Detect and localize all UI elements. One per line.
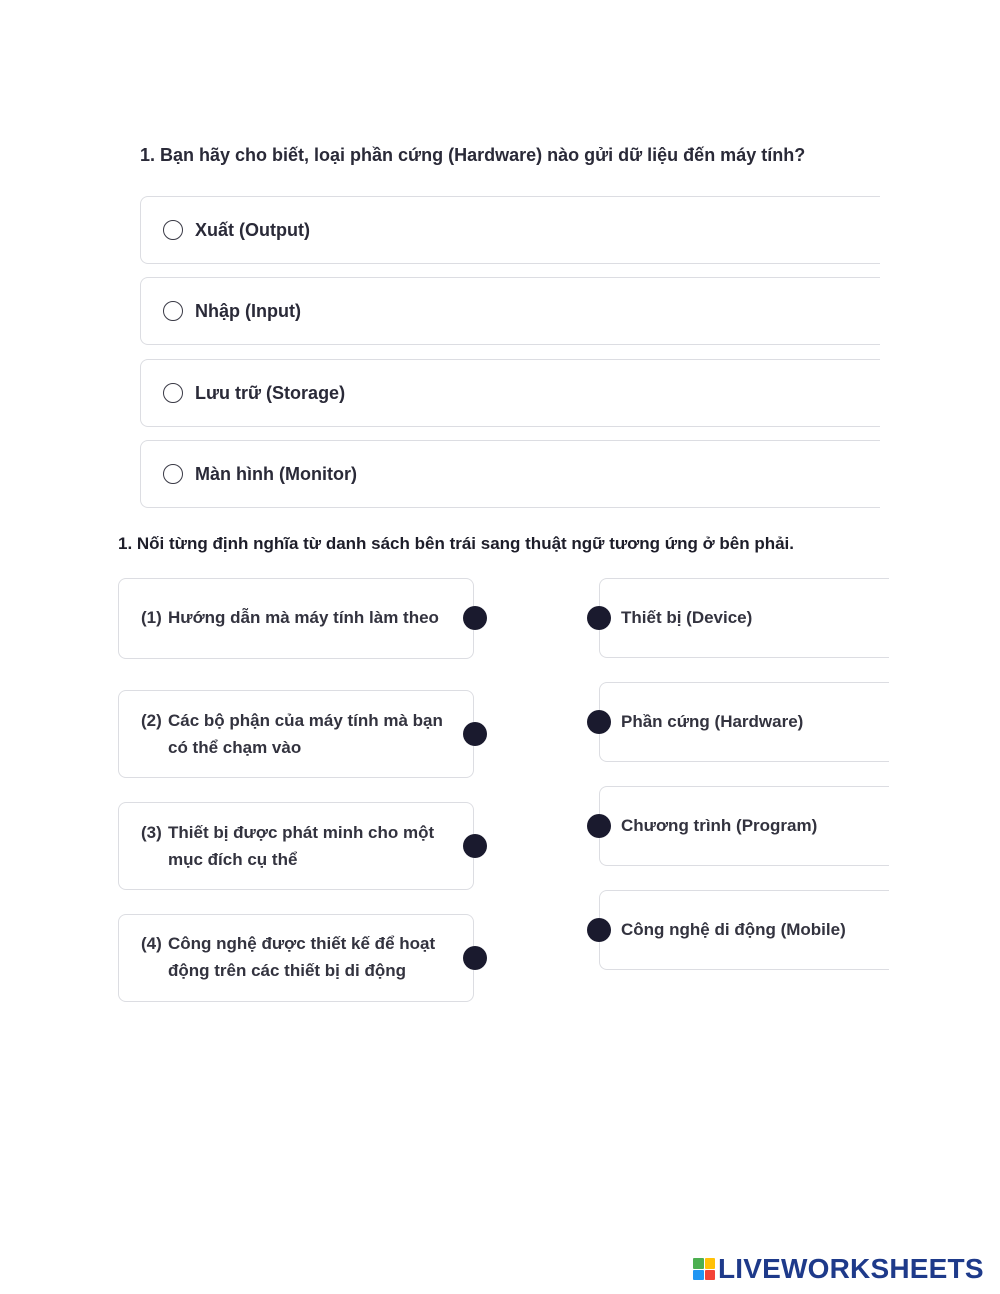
liveworksheets-logo [693,1253,984,1285]
logo-text: LIVEWORKSHEETS [718,1253,984,1284]
definition-card-2 [118,690,474,778]
definition-card-3 [118,802,474,890]
term-text: Công nghệ di động (Mobile) [621,920,846,939]
option-monitor[interactable] [140,440,880,508]
radio-button[interactable] [163,383,183,403]
definition-number: (1) [141,608,162,627]
definition-text: Công nghệ được thiết kế để hoạt động trên các thiết bị di động [168,934,436,980]
term-card-device [599,578,889,658]
definition-card-1 [118,578,474,659]
right-connector-dot-4[interactable] [587,918,611,942]
definition-text: Các bộ phận của máy tính mà bạn có thể chạm vào [168,711,443,757]
term-card-mobile [599,890,889,970]
term-text: Chương trình (Program) [621,816,818,835]
term-text: Phần cứng (Hardware) [621,712,804,731]
question-2-title: 1. Nối từng định nghĩa từ danh sách bên trái sang thuật ngữ tương ứng ở bên phải. [118,534,794,553]
definition-text: Hướng dẫn mà máy tính làm theo [168,608,439,627]
left-connector-dot-3[interactable] [463,834,487,858]
term-card-hardware [599,682,889,762]
radio-button[interactable] [163,220,183,240]
option-storage[interactable] [140,359,880,427]
radio-button[interactable] [163,301,183,321]
left-connector-dot-4[interactable] [463,946,487,970]
right-connector-dot-3[interactable] [587,814,611,838]
right-connector-dot-2[interactable] [587,710,611,734]
definition-text: Thiết bị được phát minh cho một mục đích cụ thể [168,823,435,869]
logo-icon [693,1258,715,1280]
left-connector-dot-1[interactable] [463,606,487,630]
right-connector-dot-1[interactable] [587,606,611,630]
option-input[interactable] [140,277,880,345]
option-output[interactable] [140,196,880,264]
option-label: Nhập (Input) [195,300,301,321]
term-card-program [599,786,889,866]
radio-button[interactable] [163,464,183,484]
definition-number: (4) [141,934,162,953]
question-1-title: 1. Bạn hãy cho biết, loại phần cứng (Hardware) nào gửi dữ liệu đến máy tính? [140,145,806,165]
left-connector-dot-2[interactable] [463,722,487,746]
option-label: Màn hình (Monitor) [195,463,357,484]
option-label: Lưu trữ (Storage) [195,382,346,403]
term-text: Thiết bị (Device) [621,608,753,627]
definition-number: (2) [141,711,162,730]
definition-card-4 [118,914,474,1002]
definition-number: (3) [141,823,162,842]
option-label: Xuất (Output) [195,219,310,240]
